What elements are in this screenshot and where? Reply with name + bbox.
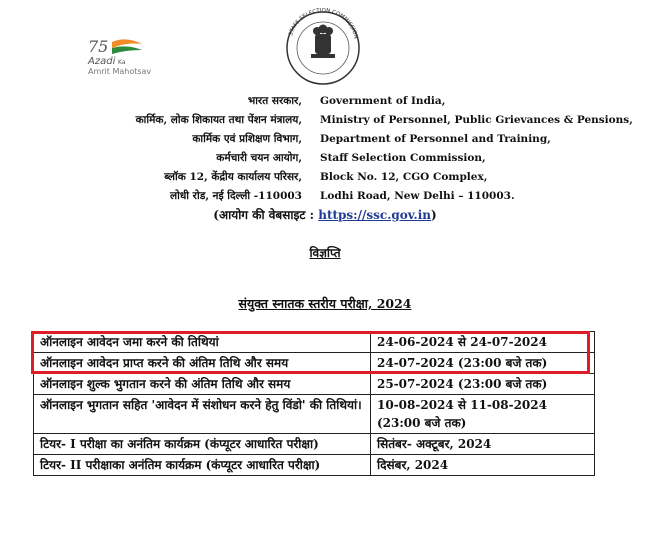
address-hindi-line: भारत सरकार, [247, 95, 302, 107]
logo-number: 75 [88, 37, 109, 56]
exam-title: संयुक्त स्नातक स्तरीय परीक्षा, 2024 [238, 296, 412, 311]
event-cell: ऑनलाइन भुगतान सहित 'आवेदन में संशोधन करने हेतु विंडो' की तिथियां। [34, 395, 371, 434]
date-cell: 25-07-2024 (23:00 बजे तक) [371, 374, 595, 395]
address-english-line: Lodhi Road, New Delhi – 110003. [320, 190, 515, 202]
event-cell: ऑनलाइन आवेदन प्राप्त करने की अंतिम तिथि और समय [34, 353, 371, 374]
address-hindi-line: कर्मचारी चयन आयोग, [216, 152, 302, 164]
ssc-emblem [277, 4, 369, 86]
website-link[interactable]: https://ssc.gov.in [318, 208, 431, 222]
address-english-line: Staff Selection Commission, [320, 152, 486, 164]
table-row [34, 434, 595, 455]
logo-word-amrit-mahotsav: Amrit Mahotsav [88, 67, 152, 76]
website-prefix: (आयोग की वेबसाइट : [213, 208, 319, 222]
address-english-line: Ministry of Personnel, Public Grievances & Pensions, [320, 114, 633, 126]
address-hindi [70, 92, 302, 206]
address-hindi-line: कार्मिक एवं प्रशिक्षण विभाग, [192, 133, 302, 145]
table-row [34, 395, 595, 434]
logo-word-ka: Ka [118, 59, 126, 66]
address-hindi-line: कार्मिक, लोक शिकायत तथा पेंशन मंत्रालय, [135, 114, 302, 126]
address-english-line: Block No. 12, CGO Complex, [320, 171, 488, 183]
event-cell: टियर- II परीक्षाका अनंतिम कार्यक्रम (कंप्यूटर आधारित परीक्षा) [34, 455, 371, 476]
website-line [0, 206, 650, 223]
table-row [34, 455, 595, 476]
table-row [34, 374, 595, 395]
azadi-ka-amrit-mahotsav-logo [82, 34, 192, 78]
notice-title: विज्ञप्ति [309, 246, 341, 260]
emblem-arc-text: STAFF SELECTION COMMISSION [288, 7, 359, 40]
address-english-line: Government of India, [320, 95, 446, 107]
date-cell: 10-08-2024 से 11-08-2024 (23:00 बजे तक) [371, 395, 595, 434]
logo-word-azadi: Azadi [88, 56, 116, 67]
address-english-line: Department of Personnel and Training, [320, 133, 551, 145]
highlight-box [31, 331, 590, 374]
website-suffix: ) [431, 208, 437, 222]
event-cell: टियर- I परीक्षा का अनंतिम कार्यक्रम (कंप्यूटर आधारित परीक्षा) [34, 434, 371, 455]
date-cell: 24-06-2024 से 24-07-2024 [371, 332, 595, 353]
event-cell: ऑनलाइन आवेदन जमा करने की तिथियां [34, 332, 371, 353]
event-cell: ऑनलाइन शुल्क भुगतान करने की अंतिम तिथि और समय [34, 374, 371, 395]
date-cell: सितंबर- अक्टूबर, 2024 [371, 434, 595, 455]
address-english [320, 92, 633, 206]
address-hindi-line: ब्लॉक 12, केंद्रीय कार्यालय परिसर, [164, 171, 302, 183]
address-hindi-line: लोधी रोड, नई दिल्ली -110003 [170, 190, 302, 202]
date-cell: 24-07-2024 (23:00 बजे तक) [371, 353, 595, 374]
date-cell: दिसंबर, 2024 [371, 455, 595, 476]
